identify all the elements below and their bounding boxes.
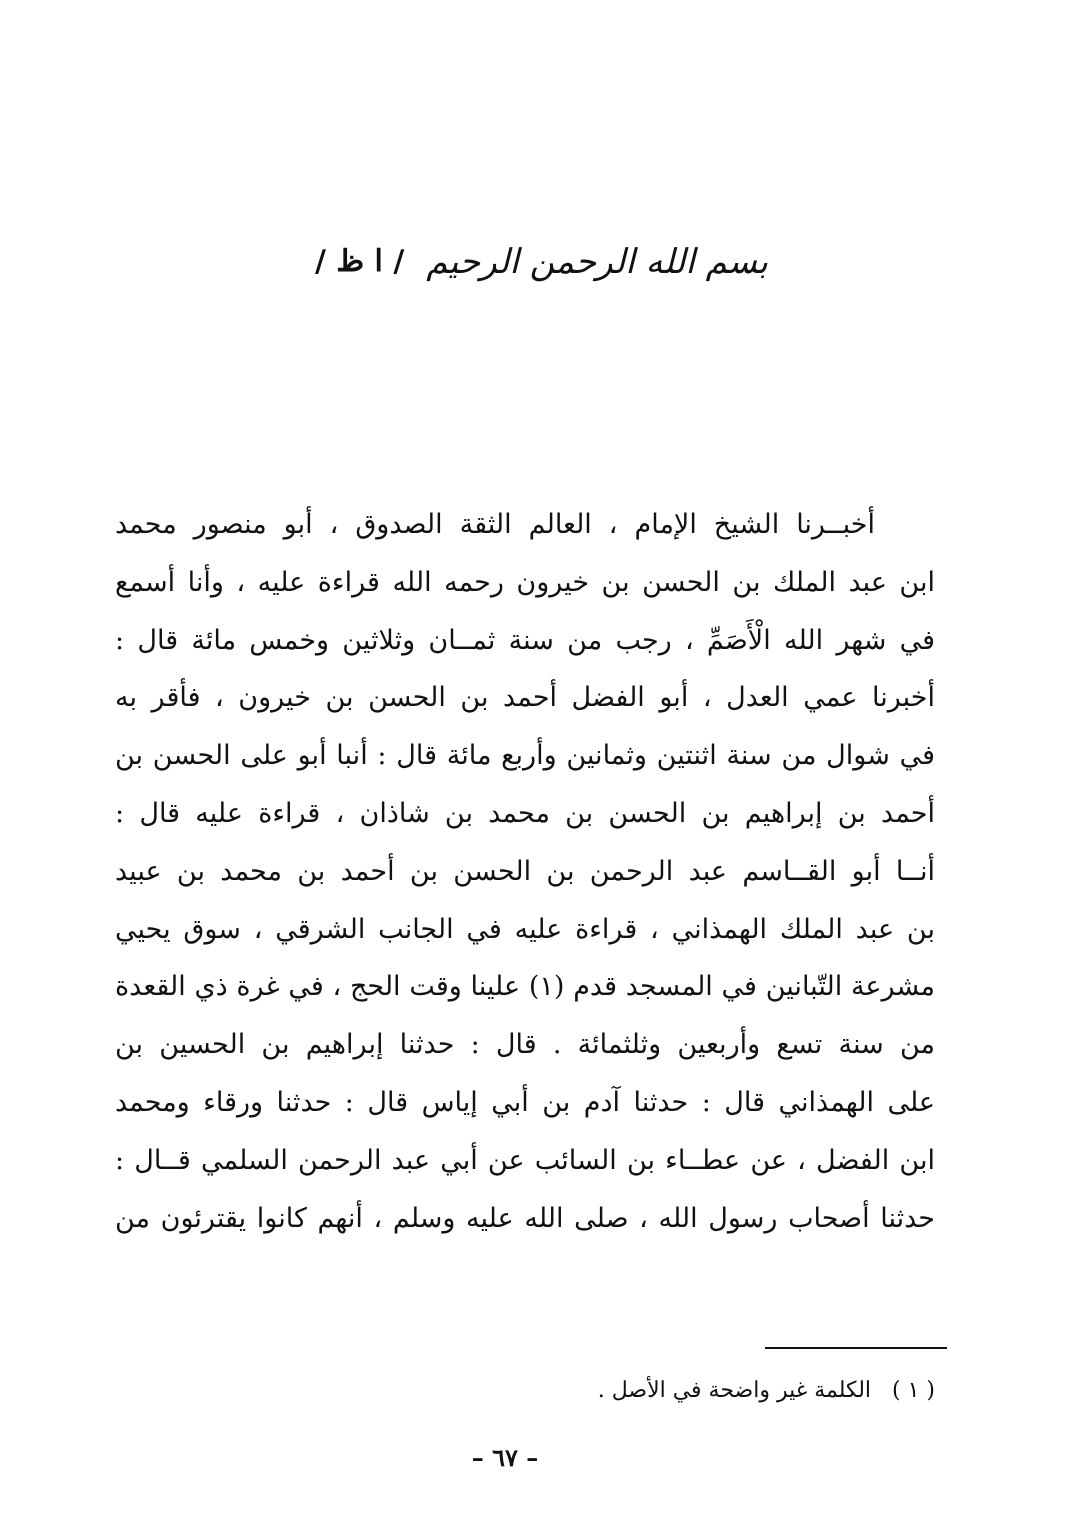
text-line: ابن الفضل ، عن عطــاء بن السائب عن أبي عبد الرحمن السلمي قــال :	[115, 1144, 935, 1176]
basmala-calligraphy: بسم الله الرحمن الرحيم	[426, 242, 769, 282]
footnote	[400, 1373, 935, 1409]
text-line: في شهر الله الْأَصَمِّ ، رجب من سنة ثمــان وثلاثين وخمس مائة قال :	[115, 624, 935, 656]
manuscript-folio-marker: / ا ظ /	[314, 244, 405, 279]
footnote-separator	[765, 1347, 947, 1349]
text-line: أحمد بن إبراهيم بن الحسن بن محمد بن شاذان ، قراءة عليه قال :	[115, 797, 935, 829]
text-line: مشرعة التّبانين في المسجد قدم (١) علينا وقت الحج ، في غرة ذي القعدة	[115, 971, 935, 1003]
text-line: من سنة تسع وأربعين وثلثمائة . قال : حدثنا إبراهيم بن الحسين بن	[115, 1029, 935, 1061]
text-line: أخبــرنا الشيخ الإمام ، العالم الثقة الصدوق ، أبو منصور محمد	[115, 509, 875, 540]
footnote-marker: ( ١ )	[892, 1378, 935, 1403]
page-number: – ٦٧ –	[471, 1443, 539, 1472]
text-line: حدثنا أصحاب رسول الله ، صلى الله عليه وسلم ، أنهم كانوا يقترئون من	[115, 1202, 935, 1234]
text-line: بن عبد الملك الهمذاني ، قراءة عليه في الجانب الشرقي ، سوق يحيي	[115, 913, 935, 945]
text-line: على الهمذاني قال : حدثنا آدم بن أبي إياس قال : حدثنا ورقاء ومحمد	[115, 1086, 935, 1118]
footnote-text: الكلمة غير واضحة في الأصل .	[597, 1378, 872, 1403]
text-line: أنــا أبو القــاسم عبد الرحمن بن الحسن بن أحمد بن محمد بن عبيد	[115, 855, 935, 887]
text-line: أخبرنا عمي العدل ، أبو الفضل أحمد بن الحسن بن خيرون ، فأقر به	[115, 682, 935, 714]
text-line: ابن عبد الملك بن الحسن بن خيرون رحمه الله قراءة عليه ، وأنا أسمع	[115, 566, 935, 598]
body-text	[115, 496, 935, 1247]
page-header	[0, 232, 1083, 292]
header-inner	[315, 232, 768, 292]
text-line: في شوال من سنة اثنتين وثمانين وأربع مائة قال : أنبا أبو على الحسن بن	[115, 740, 935, 772]
